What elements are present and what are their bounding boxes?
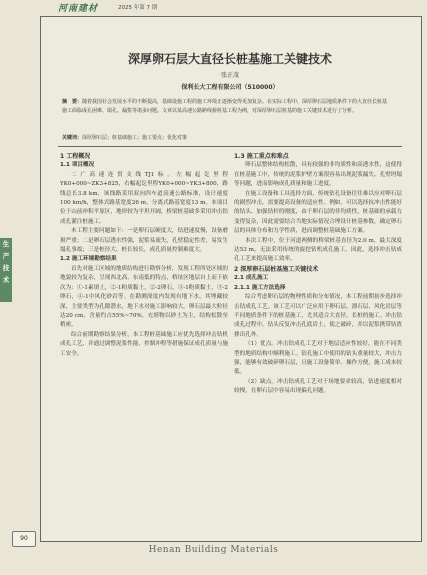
section-heading: 2 深厚卵石层桩基施工关键技术 [234,265,319,273]
page-number: 90 [12,531,36,547]
section-heading: 2.1.1 施工方法选择 [234,284,286,291]
body-paragraph: 二广高速连贯支线TJ1标，左幅起讫里程YK0+000~ZK3+825，右幅起讫里程YK0+000~YK3+800，路线总长3.8 km，该线路采用双向四车道高速公路标准，设计速度100 km/h，整体式路基宽度26 m，分离式路基宽度13 m。本项目位于山前冲积平原区，地形较为平坦开阔，桥梁桩基础多采用冲击钻成孔灌注桩施工。 [60,171,228,225]
keywords [62,134,392,141]
left-column [60,152,228,359]
body-paragraph: 卵石层整体结构松散，具有较强的非均质性和高透水性，这使得在桩基施工中，传统的泥浆护壁方案很容易出现泥浆漏失、孔壁坍塌等问题，进而影响成孔质量和施工进度。 [234,162,402,188]
right-column [234,152,402,397]
journal-footer: Henan Building Materials [148,545,279,555]
section-tab-char: 生 [2,240,10,248]
issue-label: 2025 年第 7 期 [118,5,158,11]
section-heading: 2.1 成孔施工 [234,275,269,282]
section-tab-char: 技 [2,264,10,272]
article-author: 张正茂 [220,72,239,79]
article-title: 深厚卵石层大直径长桩基施工关键技术 [127,52,332,66]
body-paragraph: 在施工设备和工具选择方面，传统钻孔设备往往难以应对卵石层的剧烈冲击，需要提高设备的适应性。例如，可以选择抗冲击性能好的钻头、加强钻杆的刚度，由于卵石层的非均质性，桩基础的承载力变得复杂，因此需要结合当地实际情况合理设计桩基参数，确定卵石层的具体分布和力学性质，进而调整桩基础施工方案。 [234,190,402,235]
section-tab [0,238,12,302]
abstract-label: 摘 要： [62,99,83,105]
body-paragraph: （2）缺点。冲击钻成孔工艺对于场地要求较高，钻进速度相对较慢，在卵石层中容易出现偏孔问题。 [234,378,402,395]
abstract [62,98,392,115]
body-paragraph: 本工程主要问题如下：一是卵石层硬度大，钻进速度慢，设备磨损严重；二是卵石层透水性强，泥浆易流失，孔壁稳定性差，易发生塌孔事故；三是桩径大、桩长较长，成孔质量控制难度大。 [60,228,228,254]
divider [58,146,402,147]
section-heading: 1.2 施工环境勘察结果 [60,256,117,263]
article-affiliation: 保利长大工程有限公司（510000） [181,84,279,91]
keywords-text: 深厚卵石层；桩基础施工；施工要点；优化对策 [82,135,188,141]
section-heading: 1 工程概况 [60,153,91,160]
abstract-text: 随着我国社会发展水平的不断提高，基础设施工程的施工环境正逐渐变得更加复杂。在实际工程中，深厚卵石层地质条件下的大直径长桩基施工面临成孔困难、塌孔、漏浆等诸多问题。文章以某高速公路跨线桥桩基工程为例，对深厚卵石层桩基的施工关键技术进行了分析。 [62,99,388,114]
keywords-label: 关键词： [62,135,83,141]
body-paragraph: 综合考虑卵石层的物理性质和分布情况，本工程前期初步选择冲击钻成孔工艺。该工艺可以广泛应用于卵石层、漂石层、风化岩层等不同地质条件下的桩基施工，尤其适合大直径、长桩的施工。冲击钻成孔过程中，钻头反复冲击孔底岩土，使之破碎，并以泥浆携带钻渣排出孔外。 [234,294,402,338]
section-tab-char: 产 [2,252,10,260]
journal-header [0,0,427,16]
body-paragraph: 本次工程中，位于河道两侧的桥梁桩基直径为2.0 m，最大深度达53 m，无法采用传统的旋挖钻机成孔施工，因此，选择冲击钻成孔工艺来提高施工效率。 [234,237,402,263]
body-paragraph: 首先对施工区域的地质结构进行勘察分析，发现工程所处区域的地貌较为复杂，呈现西北高、东南低的特点，桥址区地层自上而下依次为：①-1素填土，②-1粉质黏土，②-2卵石，③-1粉质黏土，③-2卵石，④-1中风化砂岩等。在勘测深度内发现有地下水，其埋藏较深，主要类型为孔隙潜水，地下水对施工影响较大。卵石层最大粒径达20 cm，含量约占55%~70%，充填物以砂土为主，结构松散至稍密。 [60,265,228,329]
body-paragraph: （1）优点。冲击钻成孔工艺对于地层适应性较好，能在不同类型的地质结构中顺利施工。钻孔施工中使用的钻头重量较大，冲击力强，能够有效破碎卵石层，且施工设备简单、操作方便，施工成本较低。 [234,341,402,376]
journal-logo: 河南建材 [58,4,99,14]
section-heading: 1.1 项目概况 [60,162,95,169]
section-tab-char: 术 [2,276,10,284]
section-heading: 1.3 施工重点和难点 [234,153,289,160]
body-paragraph: 综合前期勘察结果分析，本工程桩基础施工应优先选择冲击钻机成孔工艺，并通过调整泥浆性能、控制冲程等措施保证成孔质量与施工安全。 [60,331,228,357]
